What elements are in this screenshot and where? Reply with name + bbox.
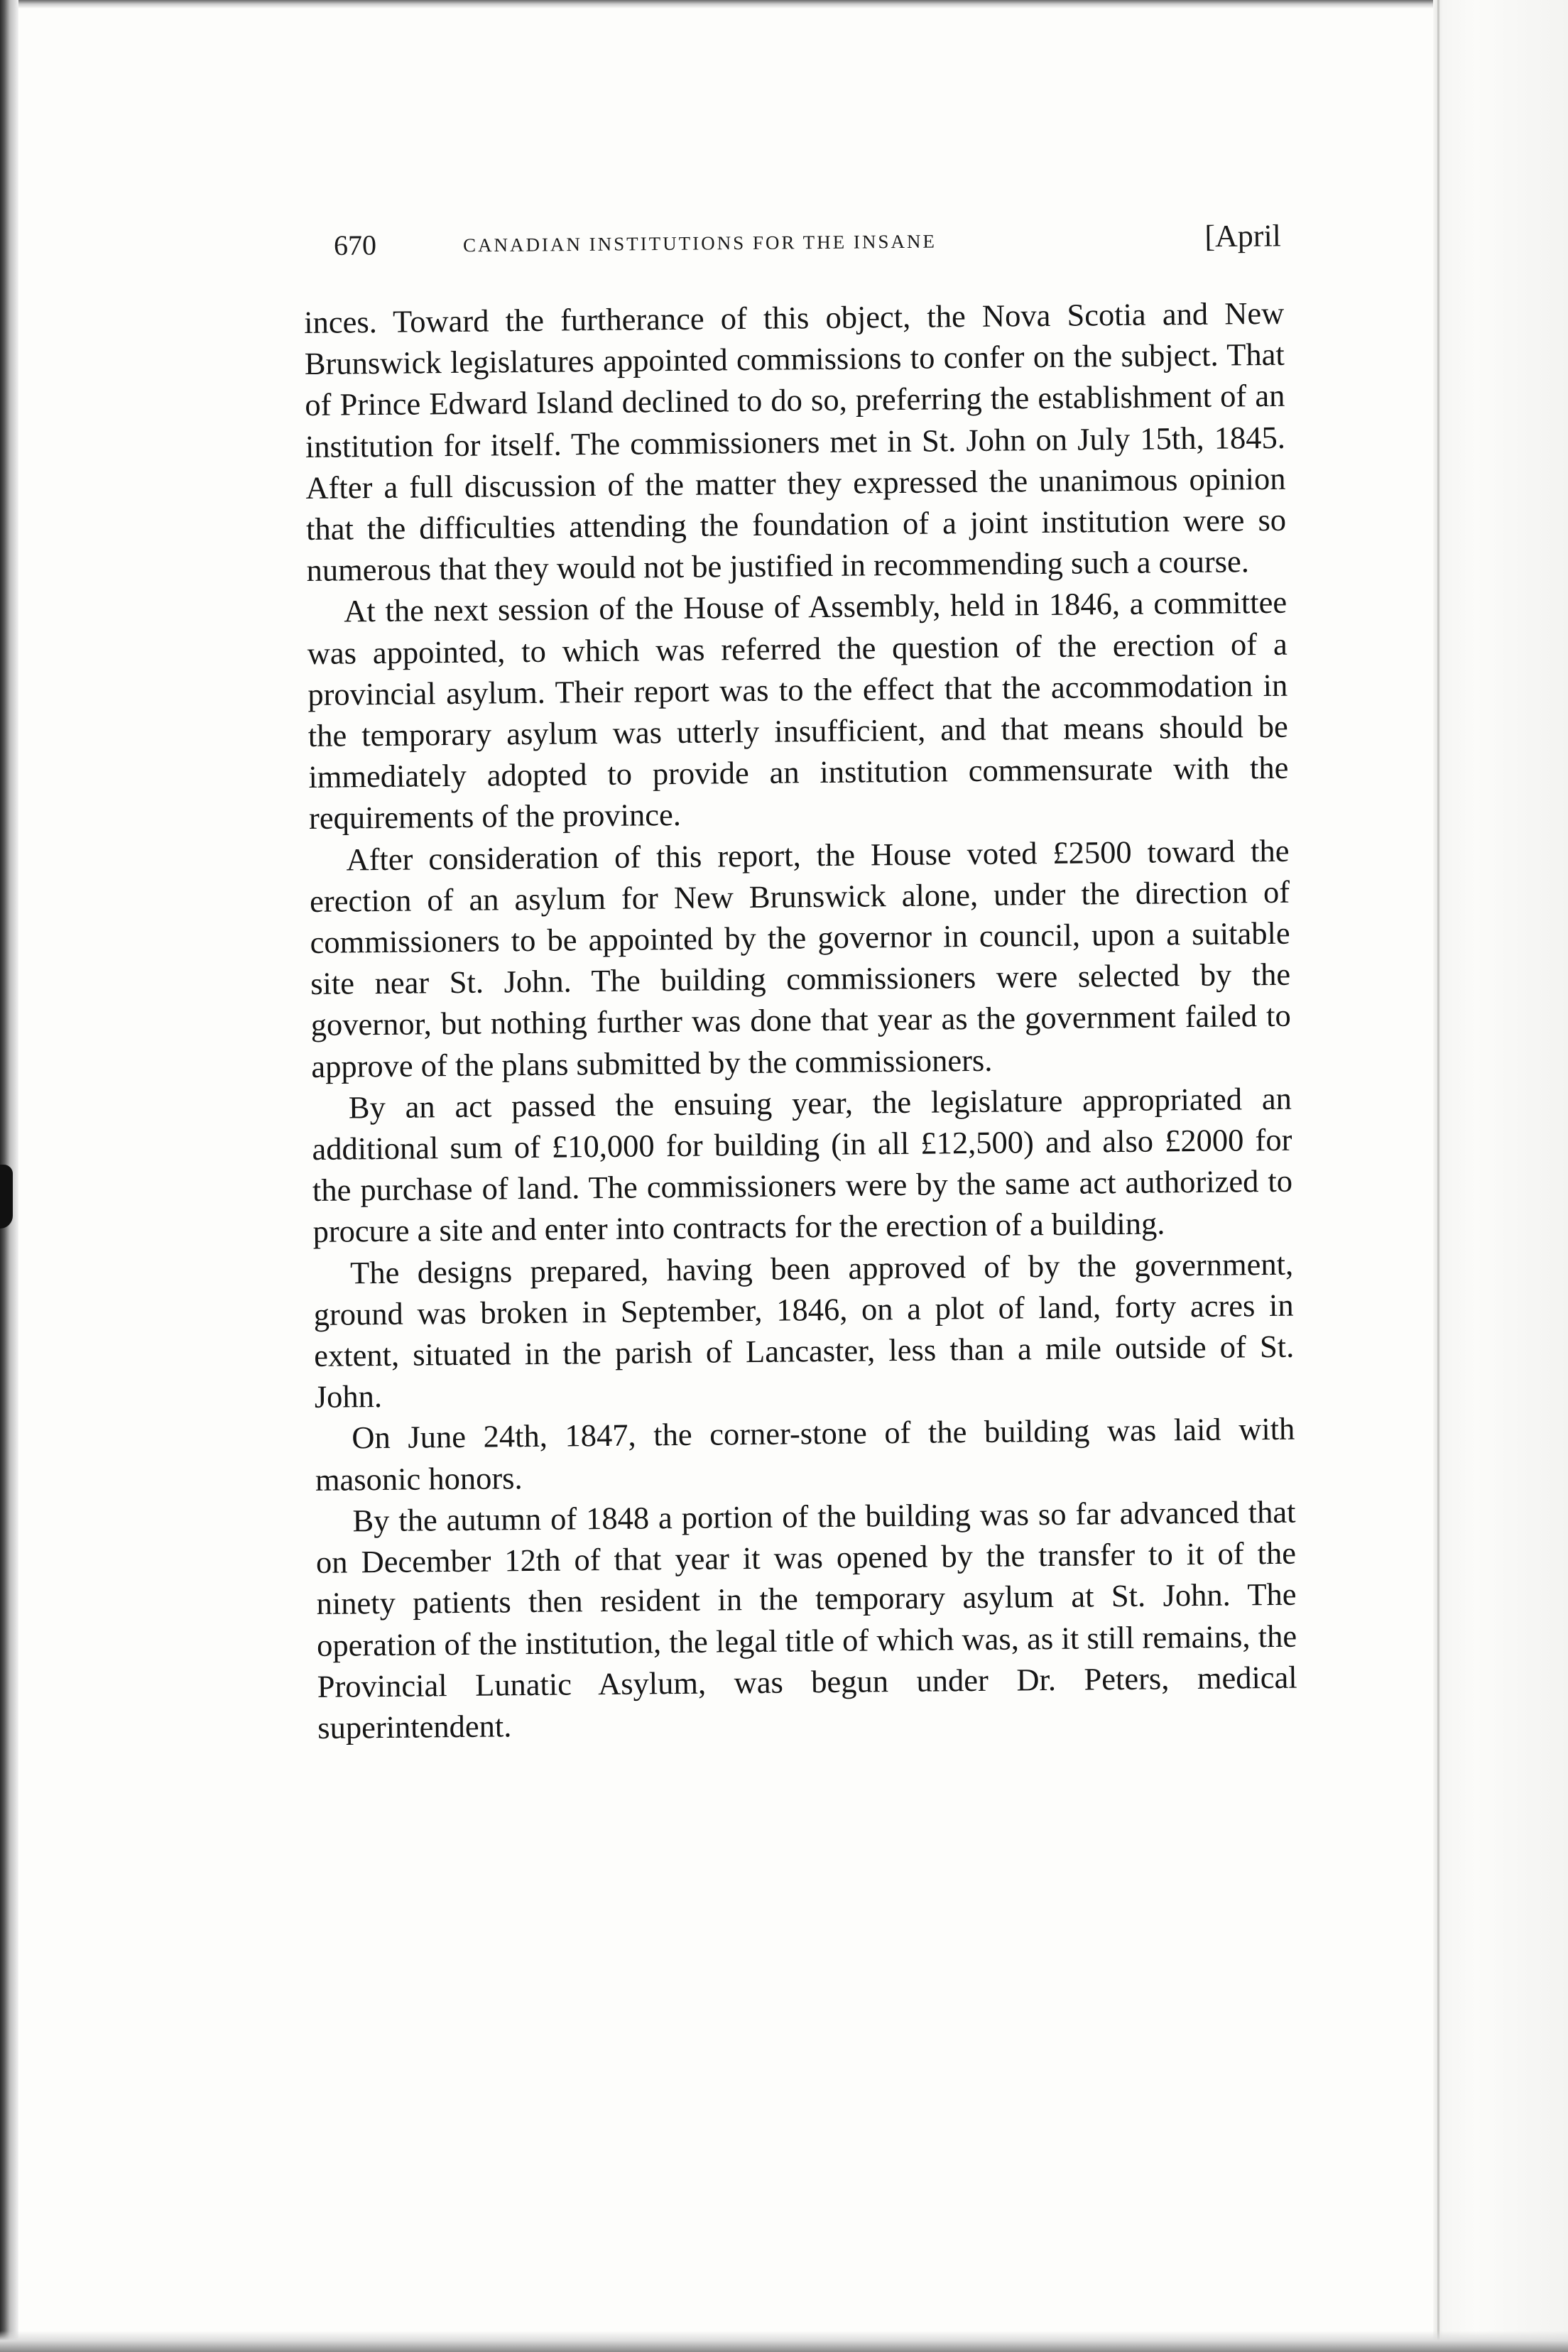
paragraph: After consideration of this report, the House voted £2500 toward the erection of an asylum for New Brunswick alone, under the direction of commissioners to be appointed by the governor in council, upon a suitable site near St. John. The building commissioners were selected by the governor, but nothing further was done that year as the government failed to approve of the plans submitted by the commissioners. (309, 832, 1291, 1084)
body-text (304, 293, 1297, 1748)
running-header (334, 217, 1292, 268)
binding-mark (0, 1165, 13, 1229)
paragraph: By an act passed the ensuing year, the legislature appropriated an additional sum of £10,000 for building (in all £12,500) and also £2000 for the purchase of land. The commissioners were by the same act authorized to procure a site and enter into contracts for the erection of a building. (312, 1080, 1293, 1250)
paragraph: On June 24th, 1847, the corner-stone of the building was laid with masonic honors. (315, 1411, 1295, 1498)
top-page-edge (0, 0, 1568, 9)
running-header-date: [April (1204, 218, 1282, 254)
bottom-page-edge (0, 2331, 1568, 2352)
paragraph: By the autumn of 1848 a portion of the building was so far advanced that on December 12th of that year it was opened by the transfer to it of the ninety patients then resident in the temporary asylum at St. John. The operation of the institution, the legal title of which was, as it still remains, the Provincial Lunatic Asylum, was begun under Dr. Peters, medical superintendent. (315, 1493, 1297, 1746)
paragraph: At the next session of the House of Assembly, held in 1846, a committee was appointed, to which was referred the question of the erection of a provincial asylum. Their report was to the effect that the accommodation in the temporary asylum was utterly insufficient, and that means should be immediately adopted to provide an institution commensurate with the requirements of the province. (307, 584, 1289, 837)
running-title: CANADIAN INSTITUTIONS FOR THE INSANE (462, 230, 937, 256)
right-page-fold-line (1437, 0, 1439, 2352)
paragraph: inces. Toward the furtherance of this object, the Nova Scotia and New Brunswick legislatures appointed commissions to confer on the subject. That of Prince Edward Island declined to do so, preferring the establishment of an institution for itself. The commissioners met in St. John on July 15th, 1845. After a full discussion of the matter they expressed the unanimous opinion that the difficulties attending the foundation of a joint institution were so numerous that they would not be justified in recommending such a course. (304, 295, 1287, 589)
right-page-edge (1433, 0, 1568, 2352)
page-number: 670 (333, 229, 377, 261)
paragraph: The designs prepared, having been approved of by the government, ground was broken in September, 1846, on a plot of land, forty acres in extent, situated in the parish of Lancaster, less than a mile outside of St. John. (313, 1246, 1295, 1415)
